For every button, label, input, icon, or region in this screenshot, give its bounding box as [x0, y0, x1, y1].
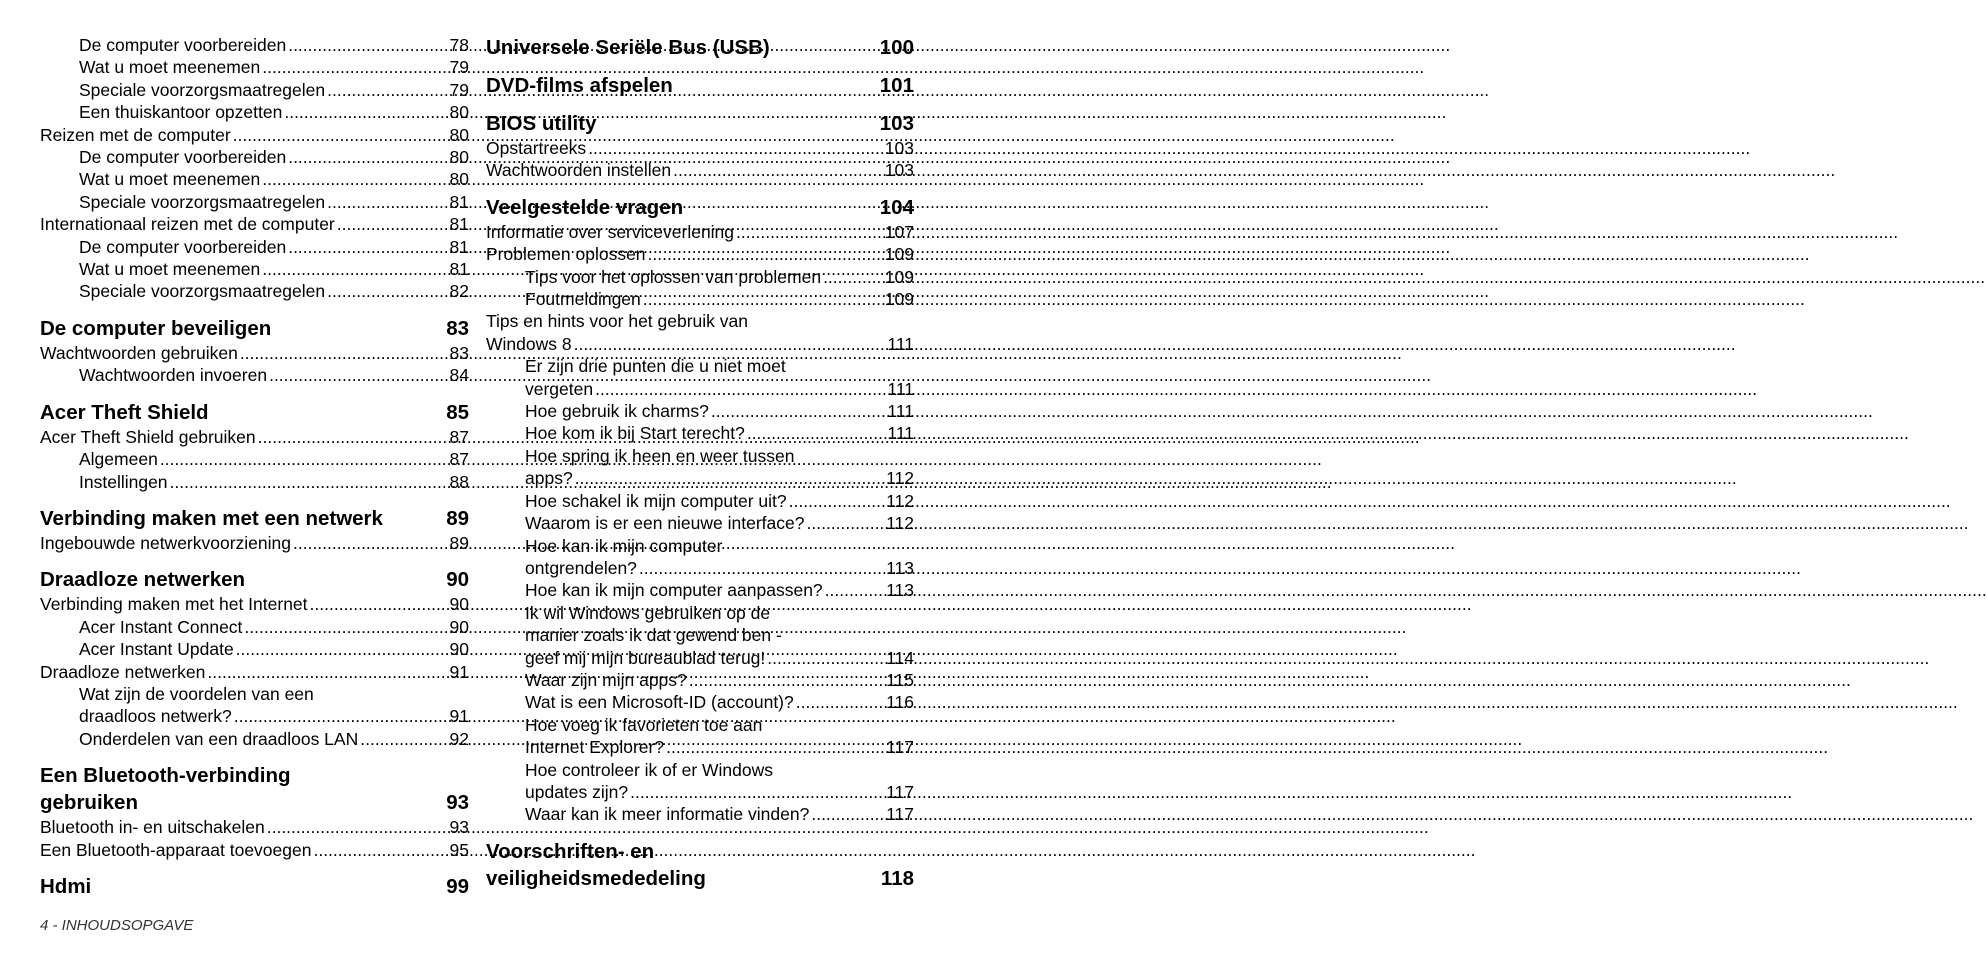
entry-page-number: 103: [884, 138, 914, 158]
entry-title: Acer Theft Shield gebruiken: [40, 426, 256, 447]
heading-page-number: 85: [446, 400, 469, 424]
entry-title: Acer Instant Update: [79, 639, 234, 660]
toc-entry[interactable]: [40, 56, 469, 78]
entry-title: Een thuiskantoor opzetten: [79, 102, 283, 123]
dot-leader: [256, 426, 450, 448]
entry-title: Acer Instant Connect: [79, 616, 243, 637]
heading-page-number: 104: [879, 195, 914, 219]
entry-title: Internet Explorer?: [525, 737, 665, 758]
entry-page-number: 109: [884, 266, 914, 287]
toc-entry[interactable]: [40, 616, 469, 638]
heading-page-number: 118: [880, 866, 914, 890]
toc-entry[interactable]: [486, 159, 914, 181]
toc-section-heading[interactable]: [40, 566, 469, 593]
toc-entry[interactable]: [486, 355, 914, 400]
entry-title: Draadloze netwerken: [40, 661, 206, 682]
dot-leader: [641, 288, 885, 310]
toc-entry[interactable]: [40, 342, 469, 364]
entry-page-number: 84: [449, 365, 469, 386]
entry-title: Opstartreeks: [486, 138, 587, 158]
toc-entry[interactable]: [486, 266, 914, 288]
entry-title: Problemen oplossen: [486, 244, 646, 265]
toc-section-heading[interactable]: [40, 873, 469, 900]
toc-entry[interactable]: [40, 213, 469, 235]
dot-leader: [821, 266, 885, 288]
section-spacer: [40, 303, 469, 315]
heading-title-line: Veelgestelde vragen: [486, 195, 684, 219]
toc-entry[interactable]: [40, 593, 469, 615]
heading-title-line: Verbinding maken met een netwerk: [40, 506, 383, 530]
entry-page-number: 115: [886, 669, 914, 690]
heading-page-number: 101: [879, 74, 914, 97]
toc-entry[interactable]: [486, 512, 914, 534]
toc-entry[interactable]: [40, 79, 469, 101]
entry-title: Ik wil Windows gebruiken op de: [525, 602, 771, 623]
entry-page-number: 87: [449, 449, 469, 470]
dot-leader: [168, 471, 450, 493]
entry-title: Verbinding maken met het Internet: [40, 594, 308, 615]
entry-page-number: 79: [449, 79, 469, 100]
entry-title: Waarom is er een nieuwe interface?: [525, 513, 805, 534]
toc-entry[interactable]: [40, 280, 469, 302]
toc-entry[interactable]: [486, 669, 914, 691]
toc-entry[interactable]: [486, 759, 914, 804]
dot-leader: [291, 532, 450, 554]
entry-title: Wachtwoorden invoeren: [79, 365, 268, 386]
dot-leader: [267, 364, 449, 386]
entry-page-number: 111: [887, 333, 914, 354]
entry-page-number: 90: [449, 616, 469, 637]
toc-section-heading[interactable]: [40, 505, 469, 532]
section-spacer: [40, 493, 469, 505]
section-spacer: [40, 861, 469, 873]
toc-entry[interactable]: [40, 124, 469, 146]
entry-page-number: 112: [886, 468, 914, 489]
toc-entry[interactable]: [40, 839, 469, 861]
dot-leader: [637, 557, 886, 579]
toc-entry[interactable]: [40, 146, 469, 168]
entry-title: De computer voorbereiden: [79, 147, 287, 168]
entry-title: Een Bluetooth-apparaat toevoegen: [40, 839, 312, 860]
entry-page-number: 111: [887, 378, 914, 399]
entry-title: Wat u moet meenemen: [79, 57, 261, 78]
toc-entry[interactable]: [486, 422, 914, 444]
dot-leader: [325, 280, 449, 302]
toc-entry[interactable]: [40, 728, 469, 750]
toc-section-heading[interactable]: [486, 194, 914, 221]
toc-entry[interactable]: [40, 258, 469, 280]
toc-column-left: [40, 34, 469, 900]
toc-entry[interactable]: [40, 448, 469, 470]
page-footer: 4 - INHOUDSOPGAVE: [40, 917, 194, 934]
dot-leader: [809, 803, 886, 825]
entry-title: Hoe gebruik ik charms?: [525, 401, 709, 422]
dot-leader: [709, 400, 888, 422]
toc-entry[interactable]: [40, 426, 469, 448]
dot-leader: [745, 422, 888, 444]
section-spacer: [486, 826, 914, 838]
dot-leader: [231, 124, 450, 146]
entry-title: Foutmeldingen: [525, 289, 641, 310]
dot-leader: [765, 647, 886, 669]
heading-title-line: Acer Theft Shield: [40, 400, 209, 424]
entry-page-number: 91: [449, 706, 469, 727]
toc-section-heading[interactable]: [486, 838, 914, 892]
heading-title-line: DVD-films afspelen: [486, 74, 673, 97]
entry-title: manier zoals ik dat gewend ben -: [525, 625, 782, 646]
entry-page-number: 116: [886, 692, 914, 713]
entry-page-number: 81: [449, 236, 469, 257]
entry-title: Hoe kan ik mijn computer: [525, 535, 723, 556]
toc-entry[interactable]: [486, 803, 914, 825]
dot-leader: [671, 159, 885, 181]
toc-entry[interactable]: [486, 243, 914, 265]
entry-page-number: 92: [449, 728, 469, 749]
dot-leader: [664, 736, 886, 758]
dot-leader: [158, 448, 450, 470]
dot-leader: [358, 728, 449, 750]
dot-leader: [823, 579, 886, 601]
dot-leader: [593, 378, 887, 400]
toc-entry[interactable]: [486, 579, 914, 601]
dot-leader: [260, 56, 449, 78]
entry-title: Wat u moet meenemen: [79, 169, 261, 190]
entry-title: apps?: [525, 468, 573, 489]
dot-leader: [572, 333, 888, 355]
entry-page-number: 95: [449, 839, 469, 860]
entry-title: Onderdelen van een draadloos LAN: [79, 728, 359, 749]
entry-page-number: 113: [886, 580, 914, 601]
toc-section-heading[interactable]: [486, 34, 914, 61]
entry-page-number: 87: [449, 426, 469, 447]
dot-leader: [242, 616, 449, 638]
dot-leader: [787, 490, 886, 512]
heading-page-number: 99: [446, 874, 469, 898]
entry-page-number: 90: [449, 639, 469, 660]
dot-leader: [260, 168, 449, 190]
dot-leader: [286, 146, 449, 168]
dot-leader: [646, 243, 885, 265]
section-spacer: [486, 182, 914, 194]
entry-page-number: 78: [449, 35, 469, 55]
dot-leader: [311, 839, 449, 861]
entry-page-number: 79: [449, 57, 469, 78]
entry-page-number: 107: [884, 221, 914, 242]
entry-page-number: 81: [449, 214, 469, 235]
dot-leader: [805, 512, 887, 534]
section-spacer: [40, 750, 469, 762]
entry-page-number: 111: [887, 423, 914, 444]
entry-page-number: 93: [449, 817, 469, 838]
toc-entry[interactable]: [40, 101, 469, 123]
dot-leader: [794, 691, 886, 713]
dot-leader: [286, 34, 449, 56]
toc-entry[interactable]: [486, 714, 914, 759]
entry-page-number: 82: [449, 281, 469, 302]
toc-entry[interactable]: [486, 602, 914, 669]
entry-page-number: 89: [449, 532, 469, 553]
entry-page-number: 109: [884, 289, 914, 310]
entry-title: Instellingen: [79, 471, 168, 492]
entry-page-number: 83: [449, 342, 469, 363]
entry-title: Ingebouwde netwerkvoorziening: [40, 532, 291, 553]
entry-page-number: 90: [449, 594, 469, 615]
entry-title: Wachtwoorden instellen: [486, 160, 672, 181]
entry-title: Waar zijn mijn apps?: [525, 669, 687, 690]
entry-page-number: 113: [886, 557, 914, 578]
entry-page-number: 103: [884, 160, 914, 181]
entry-title: Hoe kan ik mijn computer aanpassen?: [525, 580, 823, 601]
entry-title: draadloos netwerk?: [79, 706, 232, 727]
entry-page-number: 117: [886, 781, 914, 802]
entry-title: Windows 8: [486, 333, 572, 354]
entry-title: De computer voorbereiden: [79, 35, 287, 55]
entry-title: Tips en hints voor het gebruik van: [486, 311, 748, 332]
entry-page-number: 112: [886, 490, 914, 511]
dot-leader: [232, 705, 450, 727]
entry-title: Waar kan ik meer informatie vinden?: [525, 804, 810, 825]
entry-page-number: 112: [886, 513, 914, 534]
dot-leader: [308, 593, 450, 615]
heading-page-number: 83: [446, 316, 469, 340]
entry-title: geef mij mijn bureaublad terug!: [525, 647, 766, 668]
toc-entry[interactable]: [40, 364, 469, 386]
entry-title: Wachtwoorden gebruiken: [40, 342, 238, 363]
entry-title: Internationaal reizen met de computer: [40, 214, 335, 235]
heading-title-line: Voorschriften- en: [486, 839, 655, 863]
entry-title: Reizen met de computer: [40, 124, 231, 145]
dot-leader: [260, 258, 449, 280]
dot-leader: [234, 638, 450, 660]
entry-title: vergeten: [525, 378, 594, 399]
dot-leader: [325, 191, 449, 213]
entry-title: Hoe voeg ik favorieten toe aan: [525, 714, 763, 735]
dot-leader: [265, 816, 450, 838]
entry-page-number: 109: [884, 244, 914, 265]
heading-page-number: 89: [446, 506, 469, 530]
heading-page-number: 100: [879, 36, 914, 59]
toc-entry[interactable]: [486, 490, 914, 512]
entry-title: Speciale voorzorgsmaatregelen: [79, 281, 326, 302]
toc-entry[interactable]: [40, 816, 469, 838]
dot-leader: [628, 781, 886, 803]
toc-entry[interactable]: [486, 310, 914, 355]
section-spacer: [486, 99, 914, 110]
entry-page-number: 81: [449, 191, 469, 212]
entry-page-number: 80: [449, 169, 469, 190]
entry-page-number: 117: [886, 804, 914, 825]
toc-entry[interactable]: [486, 137, 914, 159]
toc-entry[interactable]: [40, 34, 469, 56]
toc-entry[interactable]: [40, 168, 469, 190]
entry-title: Speciale voorzorgsmaatregelen: [79, 191, 326, 212]
heading-title-line: Hdmi: [40, 874, 92, 898]
toc-entry[interactable]: [40, 236, 469, 258]
entry-title: Informatie over serviceverlening: [486, 221, 735, 242]
entry-title: Tips voor het oplossen van problemen: [525, 266, 822, 287]
heading-title-line: BIOS utility: [486, 112, 597, 135]
toc-entry[interactable]: [40, 661, 469, 683]
toc-entry[interactable]: [486, 691, 914, 713]
section-spacer: [486, 61, 914, 72]
section-spacer: [40, 387, 469, 399]
entry-page-number: 81: [449, 259, 469, 280]
toc-entry[interactable]: [40, 471, 469, 493]
entry-title: Hoe schakel ik mijn computer uit?: [525, 490, 787, 511]
dot-leader: [573, 467, 886, 489]
entry-page-number: 111: [887, 401, 914, 422]
entry-page-number: 88: [449, 471, 469, 492]
toc-section-heading[interactable]: [486, 110, 914, 137]
entry-title: Bluetooth in- en uitschakelen: [40, 817, 265, 838]
toc-entry[interactable]: [40, 191, 469, 213]
entry-title: Hoe spring ik heen en weer tussen: [525, 445, 795, 466]
entry-title: updates zijn?: [525, 781, 629, 802]
entry-title: Algemeen: [79, 449, 158, 470]
toc-entry[interactable]: [486, 221, 914, 243]
entry-title: Wat is een Microsoft-ID (account)?: [525, 692, 794, 713]
heading-page-number: 90: [446, 568, 469, 592]
heading-title-line: gebruiken: [40, 791, 138, 815]
dot-leader: [586, 137, 885, 159]
toc-entry[interactable]: [40, 638, 469, 660]
toc-entry[interactable]: [40, 532, 469, 554]
heading-title-line: Draadloze netwerken: [40, 568, 246, 592]
entry-title: ontgrendelen?: [525, 557, 637, 578]
toc-entry[interactable]: [486, 288, 914, 310]
entry-page-number: 91: [449, 661, 469, 682]
entry-title: De computer voorbereiden: [79, 236, 287, 257]
entry-title: Wat zijn de voordelen van een: [79, 683, 314, 704]
toc-entry[interactable]: [486, 535, 914, 580]
heading-page-number: 103: [879, 112, 914, 135]
toc-section-heading[interactable]: [486, 72, 914, 99]
toc-section-heading[interactable]: [40, 399, 469, 426]
entry-page-number: 114: [886, 647, 914, 668]
dot-leader: [687, 669, 886, 691]
toc-entry[interactable]: [486, 400, 914, 422]
dot-leader: [238, 342, 450, 364]
entry-page-number: 80: [449, 147, 469, 168]
dot-leader: [325, 79, 449, 101]
toc-entry[interactable]: [486, 445, 914, 490]
toc-section-heading[interactable]: [40, 315, 469, 342]
heading-title-line: De computer beveiligen: [40, 316, 272, 340]
heading-title-line: veiligheidsmededeling: [486, 866, 706, 890]
entry-page-number: 80: [449, 102, 469, 123]
entry-title: Wat u moet meenemen: [79, 259, 261, 280]
dot-leader: [286, 236, 449, 258]
entry-page-number: 80: [449, 124, 469, 145]
toc-column-right: [486, 34, 914, 892]
entry-page-number: 117: [886, 737, 914, 758]
heading-title-line: Een Bluetooth-verbinding: [40, 764, 291, 788]
entry-title: Speciale voorzorgsmaatregelen: [79, 79, 326, 100]
dot-leader: [282, 101, 449, 123]
toc-entry[interactable]: [40, 683, 469, 728]
entry-title: Hoe controleer ik of er Windows: [525, 759, 774, 780]
dot-leader: [335, 213, 450, 235]
heading-page-number: 93: [446, 791, 469, 815]
dot-leader: [205, 661, 449, 683]
toc-section-heading[interactable]: [40, 762, 469, 816]
dot-leader: [734, 221, 885, 243]
section-spacer: [40, 554, 469, 566]
entry-title: Er zijn drie punten die u niet moet: [525, 356, 786, 377]
entry-title: Hoe kom ik bij Start terecht?: [525, 423, 745, 444]
heading-title-line: Universele Seriële Bus (USB): [486, 36, 770, 59]
